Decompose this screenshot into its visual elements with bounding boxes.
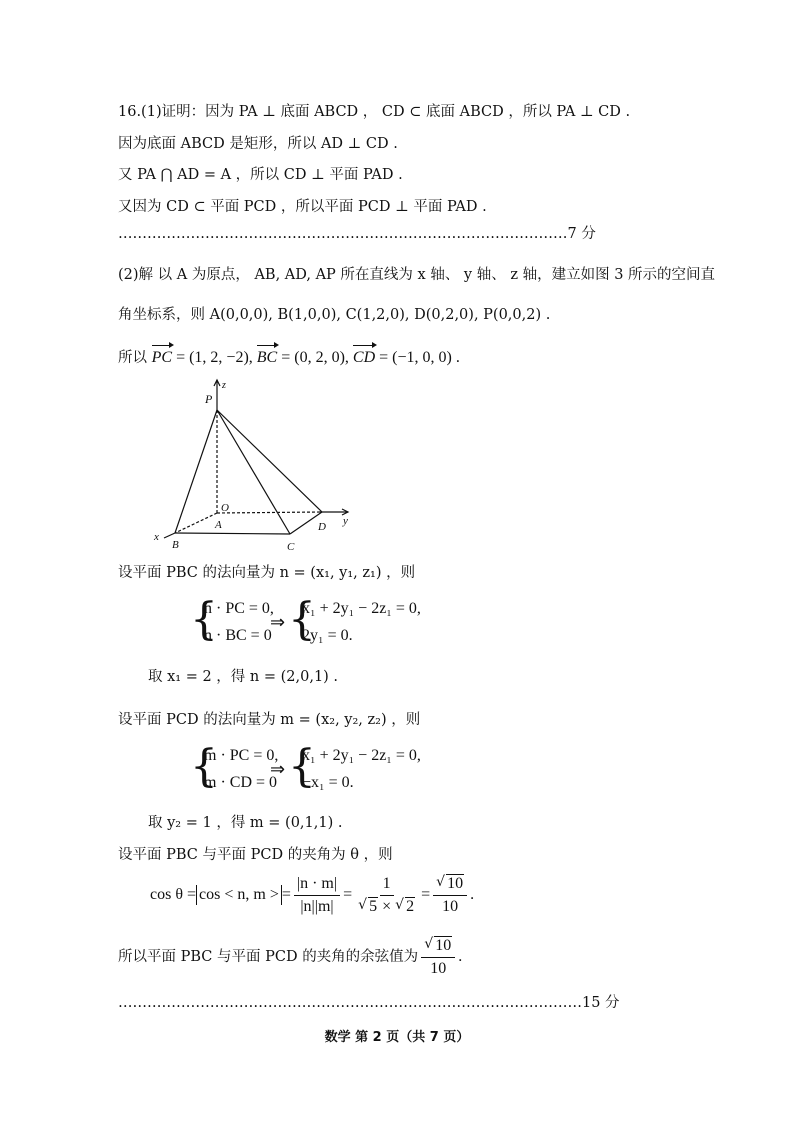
conclusion-denominator: 10	[430, 959, 447, 977]
label-y: y	[343, 515, 348, 527]
proof-line-1: 16.(1)证明：因为 PA ⊥ 底面 ABCD ， CD ⊂ 底面 ABCD ，所以 PA ⊥ CD .	[118, 104, 631, 120]
label-z: z	[222, 380, 226, 391]
system-m-arrow: ⇒	[270, 759, 286, 779]
page-footer: 数学 第 2 页（共 7 页）	[324, 1030, 470, 1045]
normal-n-intro: 设平面 PBC 的法向量为 n = (x₁, y₁, z₁) ，则	[118, 565, 416, 581]
label-a: A	[215, 519, 222, 531]
angle-intro: 设平面 PBC 与平面 PCD 的夹角为 θ ，则	[118, 847, 393, 863]
vector-bc-value: = (0, 2, 0),	[277, 349, 353, 366]
fraction-2-denominator: √ 5 × √ 2	[358, 896, 415, 915]
system-n-arrow: ⇒	[270, 612, 286, 632]
eq-1: =	[281, 886, 291, 903]
times-sign: ×	[378, 897, 396, 915]
edge-pb	[175, 410, 217, 533]
system-m-eq1-right: x₁ + 2y₁ − 2z₁ = 0,	[302, 747, 421, 764]
conclusion-text: 所以平面 PBC 与平面 PCD 的夹角的余弦值为	[118, 949, 419, 965]
label-c: C	[287, 541, 295, 553]
cos-formula	[150, 872, 474, 918]
brace-right-1: {	[288, 594, 316, 645]
system-n-eq2-left: n · BC = 0	[204, 627, 272, 644]
period-1: .	[470, 886, 475, 903]
solution-line-2: 角坐标系，则 A(0,0,0), B(1,0,0), C(1,2,0), D(0,2,0), P(0,0,2) .	[118, 307, 551, 323]
proof-line-4: 又因为 CD ⊂ 平面 PCD ，所以平面 PCD ⊥ 平面 PAD .	[118, 199, 487, 215]
system-m-eq1-left: m · PC = 0,	[204, 747, 279, 764]
abs-cos: cos < n, m >	[196, 885, 282, 905]
brace-left-2: {	[190, 741, 218, 792]
edge-pc	[217, 410, 290, 534]
label-b: B	[172, 539, 179, 551]
system-m-eq2-right: −x₁ = 0.	[302, 774, 354, 791]
system-n	[190, 594, 510, 650]
vector-cd-value: = (−1, 0, 0) .	[375, 349, 460, 366]
x-axis	[164, 533, 175, 538]
system-m	[190, 741, 510, 797]
fraction-1-denominator: |n||m|	[300, 897, 334, 915]
label-o: O	[221, 502, 229, 514]
edge-pd	[217, 410, 322, 512]
conclusion-fraction: √ 10 10	[421, 937, 455, 978]
fraction-1-numerator: |n · m|	[294, 875, 340, 896]
brace-right-2: {	[288, 741, 316, 792]
vectors-prefix: 所以	[118, 350, 147, 366]
proof-line-3: 又 PA ⋂ AD = A ，所以 CD ⊥ 平面 PAD .	[118, 167, 403, 183]
normal-m-intro: 设平面 PCD 的法向量为 m = (x₂, y₂, z₂) ，则	[118, 712, 421, 728]
fraction-dot-over-norms	[294, 875, 340, 916]
conclusion-numerator: 10	[435, 936, 452, 954]
solution-line-1: (2)解 以 A 为原点， AB, AD, AP 所在直线为 x 轴、 y 轴、 z 轴，建立如图 3 所示的空间直	[118, 267, 716, 283]
edge-ad	[217, 512, 322, 513]
label-d: D	[318, 521, 326, 533]
system-m-eq2-left: m · CD = 0	[204, 774, 278, 791]
fraction-one-over-roots	[355, 875, 418, 916]
vectors-line	[118, 348, 460, 368]
vector-pc-value: = (1, 2, −2),	[172, 349, 257, 366]
proof-line-2: 因为底面 ABCD 是矩形，所以 AD ⊥ CD .	[118, 136, 398, 152]
system-n-eq1-left: n · PC = 0,	[204, 600, 274, 617]
brace-left-1: {	[190, 594, 218, 645]
coordinate-figure	[150, 378, 370, 553]
score-line-15: ……………………………………………………………………………………15 分	[118, 995, 620, 1011]
fraction-3-numerator: √ 10	[433, 875, 467, 896]
edge-bc	[175, 533, 290, 534]
label-p: P	[205, 392, 213, 406]
score-line-7: …………………………………………………………………………………7 分	[118, 226, 596, 242]
fraction-result	[433, 875, 467, 916]
system-n-eq2-right: 2y₁ = 0.	[302, 627, 353, 644]
normal-n-take: 取 x₁ = 2 ，得 n = (2,0,1) .	[148, 669, 339, 685]
cos-left: cos θ =	[150, 886, 197, 903]
vector-pc: PC	[151, 349, 173, 366]
vector-cd: CD	[352, 349, 376, 366]
conclusion-line	[118, 934, 462, 980]
fraction-3-denominator: 10	[442, 897, 459, 915]
eq-3: =	[421, 886, 431, 903]
system-n-eq1-right: x₁ + 2y₁ − 2z₁ = 0,	[302, 600, 421, 617]
label-x: x	[154, 531, 159, 543]
root-2: 2	[406, 897, 415, 915]
eq-2: =	[343, 886, 353, 903]
root-5: 5	[369, 897, 378, 915]
normal-m-take: 取 y₂ = 1 ，得 m = (0,1,1) .	[148, 815, 343, 831]
vector-bc: BC	[256, 349, 278, 366]
fraction-2-numerator: 1	[380, 875, 394, 896]
conclusion-period: .	[458, 948, 463, 965]
